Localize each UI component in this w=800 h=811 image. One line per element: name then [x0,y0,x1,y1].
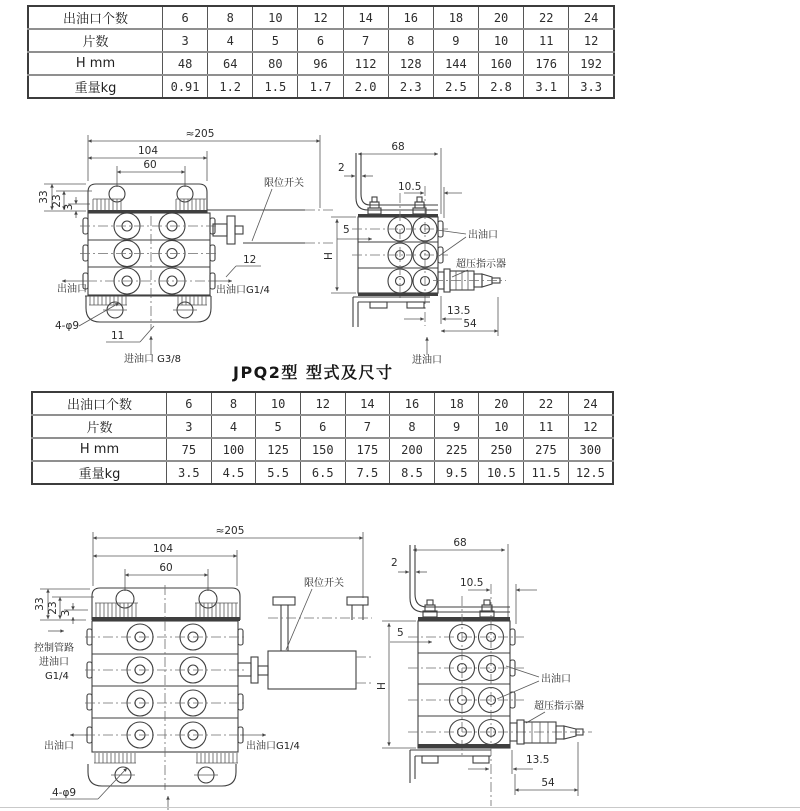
value-cell: 80 [253,52,298,75]
row-header-cell: 片数 [32,415,167,438]
dim-label: 3 [60,609,72,617]
value-cell: 10 [256,392,301,415]
table-row [32,461,613,484]
value-cell: 22 [524,392,569,415]
top-mount-plate [92,588,240,620]
value-cell: 64 [208,52,253,75]
value-cell: 24 [569,6,614,29]
overpressure-indicator [433,269,506,292]
value-cell: 9.5 [434,461,479,484]
value-cell: 3.1 [524,75,569,98]
value-cell: 100 [211,438,256,461]
control-inlet-label: 进油口 [39,657,69,668]
value-cell: 10 [479,415,524,438]
spec-table-jpq2 [31,391,614,485]
row-header-cell: 重量kg [32,461,167,484]
row-header-cell: H mm [28,52,163,75]
table-row [28,75,614,98]
dim-label: 13.5 [526,754,550,766]
dim-label: 68 [453,537,467,549]
value-cell: 4 [211,415,256,438]
dim-label: 2 [391,557,398,569]
value-cell: 3.5 [167,461,212,484]
value-cell: 24 [568,392,613,415]
value-cell: 1.2 [208,75,253,98]
value-cell: 175 [345,438,390,461]
value-cell: 1.5 [253,75,298,98]
ref-number: 12 [243,254,257,266]
value-cell: 7 [343,29,388,52]
value-cell: 11.5 [524,461,569,484]
limit-switch-label: 限位开关 [304,578,344,589]
row-header-cell: 出油口个数 [32,392,167,415]
value-cell: 6 [163,6,208,29]
value-cell: 4 [208,29,253,52]
side-view [323,141,506,366]
value-cell: 96 [298,52,343,75]
value-cell: 14 [343,6,388,29]
outlet-left-label: 出油口 [44,741,74,752]
bottom-mount-plate [86,296,211,322]
valve-block [88,213,210,295]
diagram-caption: JPQ2型 型式及尺寸 [233,363,394,382]
dim-label: 3 [63,203,75,211]
limit-switch-label: 限位开关 [264,178,304,189]
value-cell: 2.5 [433,75,478,98]
value-cell: 300 [568,438,613,461]
table-row [28,52,614,75]
value-cell: 1.7 [298,75,343,98]
value-cell: 8.5 [390,461,435,484]
value-cell: 128 [388,52,433,75]
value-cell: 8 [388,29,433,52]
value-cell: 8 [390,415,435,438]
dim-label: 5 [343,224,350,236]
value-cell: 225 [434,438,479,461]
value-cell: 48 [163,52,208,75]
dim-label: H [376,682,388,690]
value-cell: 125 [256,438,301,461]
dim-label: 33 [38,190,50,204]
dim-label: 10.5 [398,181,422,193]
dim-label: 13.5 [447,305,471,317]
value-cell: 11 [524,415,569,438]
table-row [32,392,613,415]
jpq2-dimension-drawing [0,115,520,375]
holes-label: 4-φ9 [55,320,80,332]
side-view [376,537,592,806]
value-cell: 11 [524,29,569,52]
dim-label: 68 [391,141,405,153]
mount-hole [116,590,134,608]
value-cell: 176 [524,52,569,75]
value-cell: 8 [211,392,256,415]
value-cell: 2.0 [343,75,388,98]
mount-bracket [356,153,438,210]
dim-label: 5 [397,627,404,639]
front-view [34,525,372,810]
bolt-stack [96,603,136,617]
value-cell: 5.5 [256,461,301,484]
outlet-right-label: 出油口G1/4 [216,285,270,296]
serration [95,753,135,763]
limit-switch [238,597,372,689]
value-cell: 7.5 [345,461,390,484]
dim-label: 104 [152,543,174,555]
bolts [423,600,494,617]
front-view [38,128,334,365]
ref-number: 11 [111,330,125,342]
value-cell: 18 [434,392,479,415]
dim-label: ≈205 [215,525,245,537]
indicator-label: 超压指示器 [534,701,584,712]
value-cell: 20 [479,392,524,415]
row-header-cell: H mm [32,438,167,461]
dim-label: 23 [51,194,63,208]
value-cell: 75 [167,438,212,461]
value-cell: 5 [256,415,301,438]
value-cell: 150 [300,438,345,461]
value-cell: 3 [167,415,212,438]
spec-table-jpq1 [27,5,615,99]
value-cell: 20 [478,6,523,29]
outlet-side-label: 出油口 [468,230,498,241]
value-cell: 8 [208,6,253,29]
value-cell: 160 [478,52,523,75]
value-cell: 12 [300,392,345,415]
dim-label: ≈205 [185,128,215,140]
inlet-side-label: 进油口 [412,355,442,366]
jpq3-dimension-drawing [0,495,620,811]
top-mount-plate [88,184,207,213]
page-edge-divider [0,807,800,808]
table-row [32,438,613,461]
value-cell: 2.3 [388,75,433,98]
holes-label: 4-φ9 [52,787,77,799]
value-cell: 6 [300,415,345,438]
dim-label: 54 [541,777,555,789]
value-cell: 9 [434,415,479,438]
dim-label: 60 [143,159,157,171]
value-cell: 192 [569,52,614,75]
row-header-cell: 片数 [28,29,163,52]
value-cell: 6 [298,29,343,52]
value-cell: 12.5 [568,461,613,484]
value-cell: 16 [390,392,435,415]
row-header-cell: 重量kg [28,75,163,98]
outlet-side-label: 出油口 [541,674,571,685]
dim-label: 33 [34,597,46,611]
value-cell: 7 [345,415,390,438]
inlet-label: 进油口 G3/8 [124,354,182,365]
dim-label: 104 [137,145,159,157]
table-row [28,6,614,29]
dim-label: 10.5 [460,577,484,589]
table-row [32,415,613,438]
indicator-label: 超压指示器 [456,259,506,270]
serration [197,753,237,763]
value-cell: 250 [479,438,524,461]
value-cell: 16 [388,6,433,29]
limit-switch [207,210,334,244]
value-cell: 0.91 [163,75,208,98]
value-cell: 12 [298,6,343,29]
value-cell: 14 [345,392,390,415]
value-cell: 9 [433,29,478,52]
control-inlet-label: 控制管路 [34,643,74,654]
outlet-right-label: 出油口G1/4 [246,741,300,752]
table-row [28,29,614,52]
value-cell: 2.8 [478,75,523,98]
value-cell: 4.5 [211,461,256,484]
value-cell: 144 [433,52,478,75]
mount-hole [177,186,193,202]
value-cell: 3 [163,29,208,52]
value-cell: 18 [433,6,478,29]
row-header-cell: 出油口个数 [28,6,163,29]
value-cell: 12 [569,29,614,52]
value-cell: 3.3 [569,75,614,98]
serration [178,296,206,305]
bolt-stack [93,199,121,211]
dim-label: 54 [463,318,477,330]
outlet-left-label: 出油口 [57,284,87,295]
value-cell: 10.5 [479,461,524,484]
value-cell: 10 [253,6,298,29]
value-cell: 6.5 [300,461,345,484]
control-inlet-label: G1/4 [45,671,69,682]
value-cell: 6 [167,392,212,415]
dim-label: 60 [159,562,173,574]
value-cell: 10 [478,29,523,52]
dim-label: 23 [47,601,59,615]
dim-label: H [323,252,335,260]
dim-label: 2 [338,162,345,174]
value-cell: 200 [390,438,435,461]
value-cell: 112 [343,52,388,75]
value-cell: 22 [524,6,569,29]
value-cell: 275 [524,438,569,461]
value-cell: 5 [253,29,298,52]
value-cell: 12 [568,415,613,438]
